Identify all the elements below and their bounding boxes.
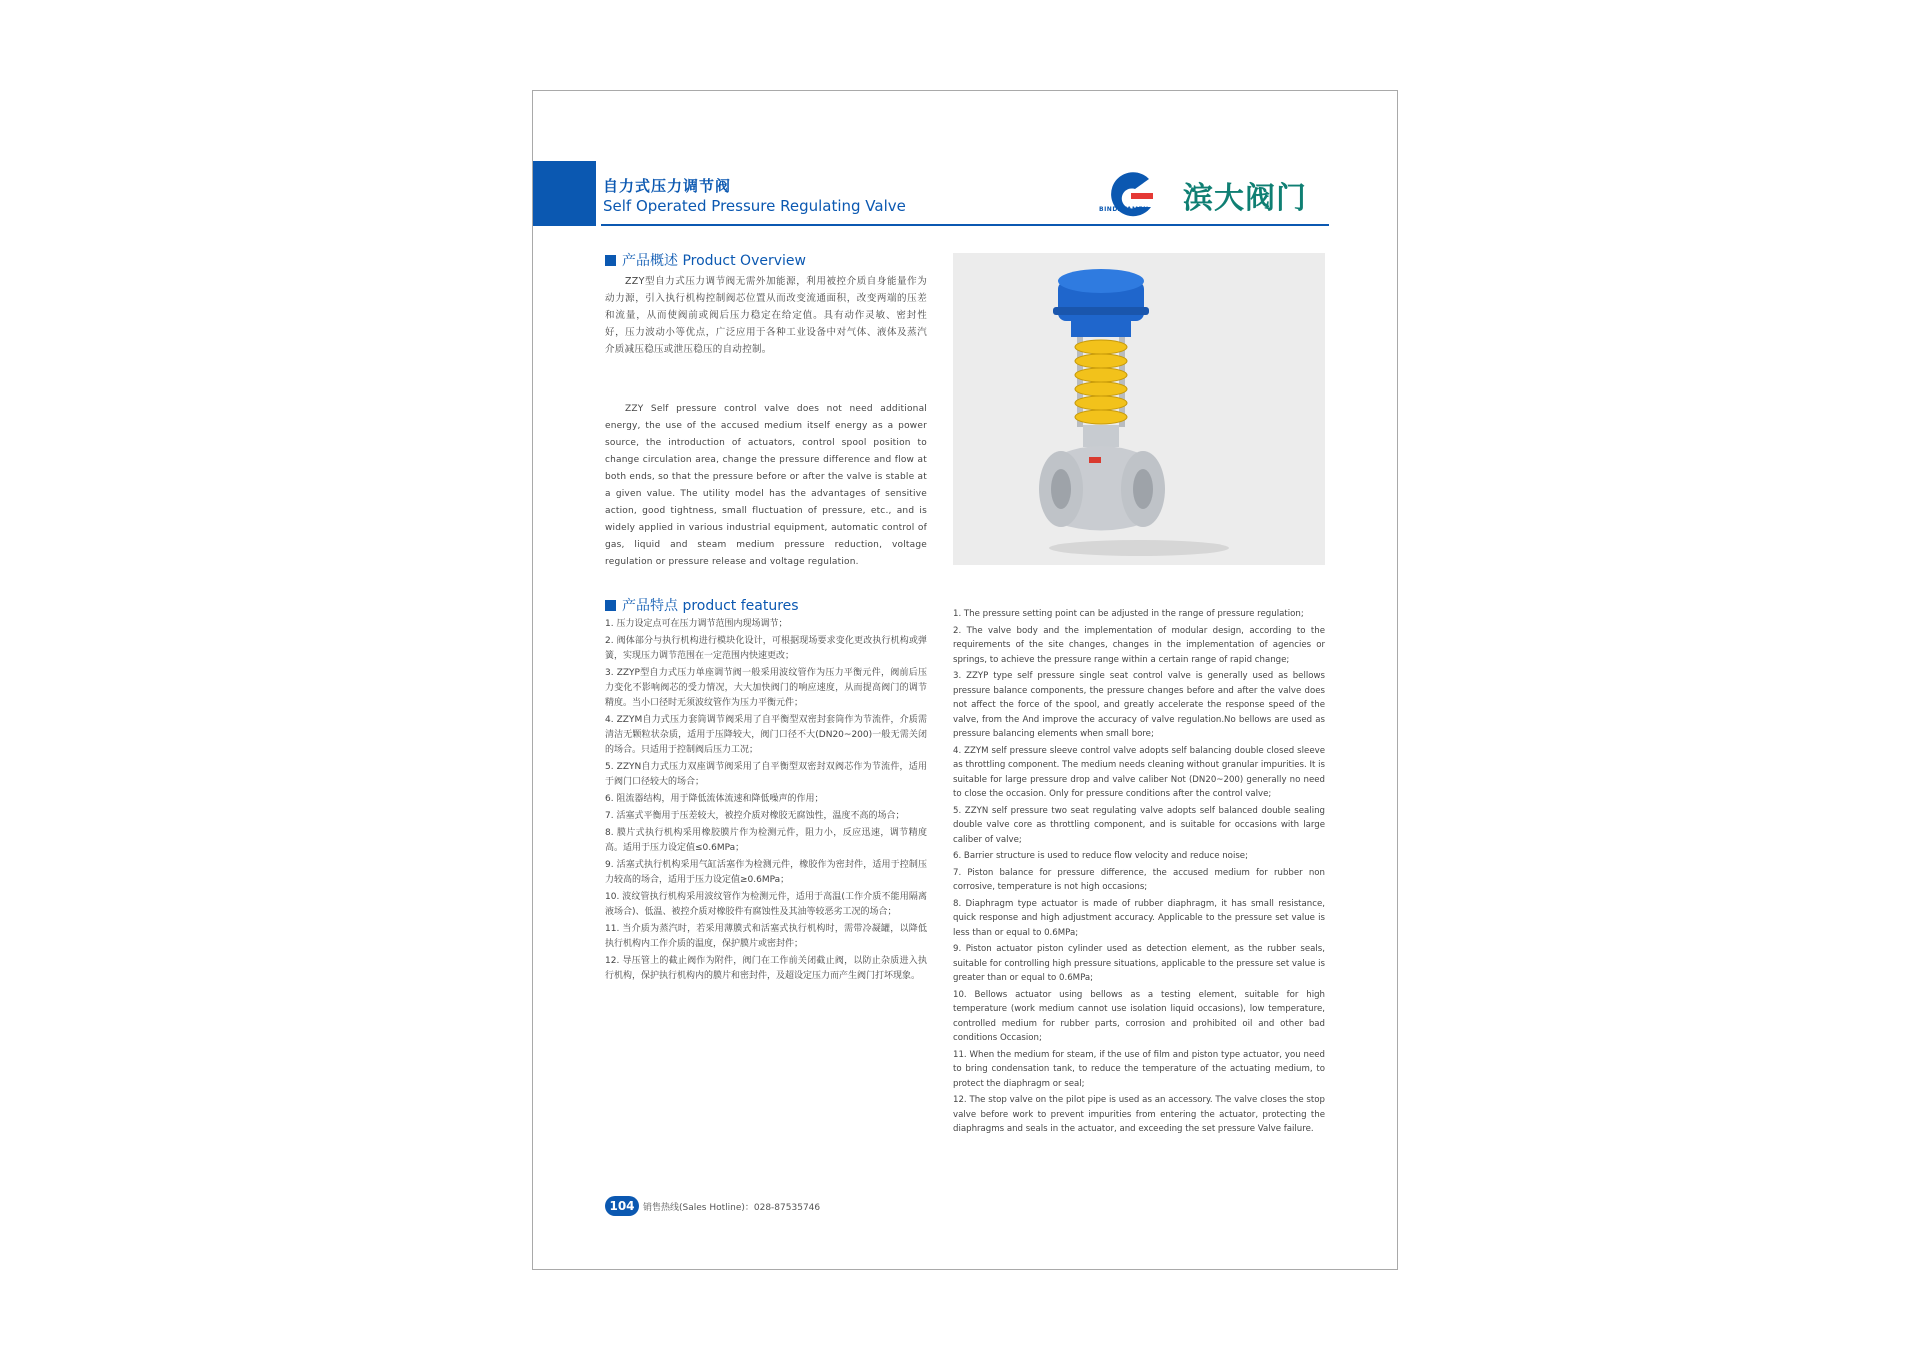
list-item: 11. When the medium for steam, if the use of film and piston type actuator, you need to bring condensation tank, to reduce the temperature of the actuating medium, to protect the diaphragm or seal;	[953, 1049, 1325, 1089]
list-item: 12. The stop valve on the pilot pipe is used as an accessory. The valve closes the stop valve before work to prevent impurities from entering the actuator, protecting the diaphragms and seals in the actuator, and exceeding the set pressure Valve failure.	[953, 1095, 1325, 1134]
features-heading-text: 产品特点 product features	[622, 598, 799, 614]
list-item: 7. Piston balance for pressure difference, the accused medium for rubber non corrosive, temperature is not high occasions;	[953, 867, 1325, 892]
list-item: 4. ZZYM自力式压力套筒调节阀采用了自平衡型双密封套筒作为节流件，介质需清洁无颗粒状杂质，适用于压降较大，阀门口径不大(DN20~200)一般无需关闭的场合。只适用于控制阀后压力工况；	[605, 715, 927, 755]
page-footer	[605, 1196, 820, 1216]
header-divider	[601, 224, 1329, 226]
list-item: 5. ZZYN self pressure two seat regulating valve adopts self balanced double sealing double valve core as throttling component, and is suitable for occasions with large caliber of valve;	[953, 805, 1325, 845]
list-item: 1. The pressure setting point can be adjusted in the range of pressure regulation;	[953, 609, 1304, 619]
square-bullet-icon	[605, 600, 616, 611]
overview-heading	[605, 250, 806, 270]
overview-text-cn: ZZY型自力式压力调节阀无需外加能源，利用被控介质自身能量作为动力源，引入执行机构控制阀芯位置从而改变流通面积，改变两端的压差和流量，从而使阀前或阀后压力稳定在给定值。具有动作灵敏、密封性好，压力波动小等优点，广泛应用于各种工业设备中对气体、液体及蒸汽介质减压稳压或泄压稳压的自动控制。	[605, 276, 927, 355]
square-bullet-icon	[605, 255, 616, 266]
brochure-page	[532, 90, 1398, 1270]
features-list-cn	[605, 617, 927, 986]
list-item: 2. The valve body and the implementation of modular design, according to the requirements of the site changes, changes in the implementation of agencies or springs, to achieve the pressure range within a certain range of rapid change;	[953, 625, 1325, 665]
sales-hotline: 销售热线(Sales Hotline)：028-87535746	[643, 1202, 821, 1213]
list-item: 2. 阀体部分与执行机构进行模块化设计，可根据现场要求变化更改执行机构或弹簧，实现压力调节范围在一定范围内快速更改；	[605, 636, 927, 661]
list-item: 10. 波纹管执行机构采用波纹管作为检测元件，适用于高温(工作介质不能用隔离液场合)、低温、被控介质对橡胶件有腐蚀性及其油等较恶劣工况的场合；	[605, 892, 927, 917]
valve-illustration	[953, 253, 1325, 565]
list-item: 4. ZZYM self pressure sleeve control valve adopts self balancing double closed sleeve as throttling component. The medium needs cleaning without granular impurities. It is suitable for large pressure drop and valve caliber Not (DN20~200) generally no need to close the occasion. Only for pressure conditions after the control valve;	[953, 745, 1325, 799]
list-item: 6. 阻流器结构，用于降低流体流速和降低噪声的作用；	[605, 794, 824, 804]
features-list-en	[953, 607, 1325, 1139]
features-heading	[605, 595, 799, 615]
overview-heading-text: 产品概述 Product Overview	[622, 253, 806, 269]
page-number: 104	[605, 1196, 639, 1216]
list-item: 8. Diaphragm type actuator is made of rubber diaphragm, it has small resistance, quick response and high adjustment accuracy. Applicable to the pressure set value is less than or equal to 0.6MPa;	[953, 898, 1325, 938]
list-item: 9. 活塞式执行机构采用气缸活塞作为检测元件，橡胶作为密封件，适用于控制压力较高的场合，适用于压力设定值≥0.6MPa；	[605, 860, 927, 885]
brand-name: 滨大阀门	[1183, 181, 1307, 216]
list-item: 10. Bellows actuator using bellows as a testing element, suitable for high temperature (work medium cannot use isolation liquid occasions), low temperature, controlled medium for rubber parts, corrosion and prohibited oil and other bad conditions Occasion;	[953, 989, 1325, 1043]
list-item: 8. 膜片式执行机构采用橡胶膜片作为检测元件，阻力小，反应迅速，调节精度高。适用于压力设定值≤0.6MPa；	[605, 828, 927, 853]
company-logo-icon	[1101, 167, 1161, 223]
list-item: 11. 当介质为蒸汽时，若采用薄膜式和活塞式执行机构时，需带冷凝罐，以降低执行机构内工作介质的温度，保护膜片或密封件；	[605, 924, 927, 949]
header-color-block	[533, 161, 596, 226]
list-item: 7. 活塞式平衡用于压差较大，被控介质对橡胶无腐蚀性，温度不高的场合；	[605, 811, 905, 821]
list-item: 3. ZZYP type self pressure single seat control valve is generally used as bellows pressure balance components, the pressure changes before and after the valve does not affect the force of the spool, and greatly accelerate the response speed of the valve, from the And improve the accuracy of valve regulation.No bellows are used as pressure balancing elements when small bore;	[953, 671, 1325, 739]
page-title-cn: 自力式压力调节阀	[603, 177, 732, 195]
list-item: 6. Barrier structure is used to reduce flow velocity and reduce noise;	[953, 851, 1248, 861]
logo-caption: BINDAFAMEN	[1099, 206, 1149, 213]
valve-product-image	[953, 253, 1325, 565]
list-item: 12. 导压管上的截止阀作为附件，阀门在工作前关闭截止阀，以防止杂质进入执行机构，保护执行机构内的膜片和密封件，及超设定压力而产生阀门打坏现象。	[605, 956, 927, 981]
list-item: 1. 压力设定点可在压力调节范围内现场调节；	[605, 619, 788, 629]
list-item: 5. ZZYN自力式压力双座调节阀采用了自平衡型双密封双阀芯作为节流件，适用于阀门口径较大的场合；	[605, 762, 927, 787]
list-item: 9. Piston actuator piston cylinder used as detection element, as the rubber seals, suitable for controlling high pressure situations, applicable to the pressure set value is greater than or equal to 0.6MPa;	[953, 944, 1326, 983]
list-item: 3. ZZYP型自力式压力单座调节阀一般采用波纹管作为压力平衡元件，阀前后压力变化不影响阀芯的受力情况，大大加快阀门的响应速度，从而提高阀门的调节精度。当小口径时无须波纹管作为压力平衡元件；	[605, 668, 927, 708]
overview-text-en: ZZY Self pressure control valve does not need additional energy, the use of the accused medium itself energy as a power source, the introduction of actuators, control spool position to change circulation area, change the pressure difference and flow at both ends, so that the pressure before or after the valve is stable at a given value. The utility model has the advantages of sensitive action, good tightness, small fluctuation of pressure, etc., and is widely applied in various industrial equipment, automatic control of gas, liquid and steam medium pressure reduction, voltage regulation or pressure release and voltage regulation.	[605, 404, 927, 567]
page-title-en: Self Operated Pressure Regulating Valve	[603, 197, 906, 215]
